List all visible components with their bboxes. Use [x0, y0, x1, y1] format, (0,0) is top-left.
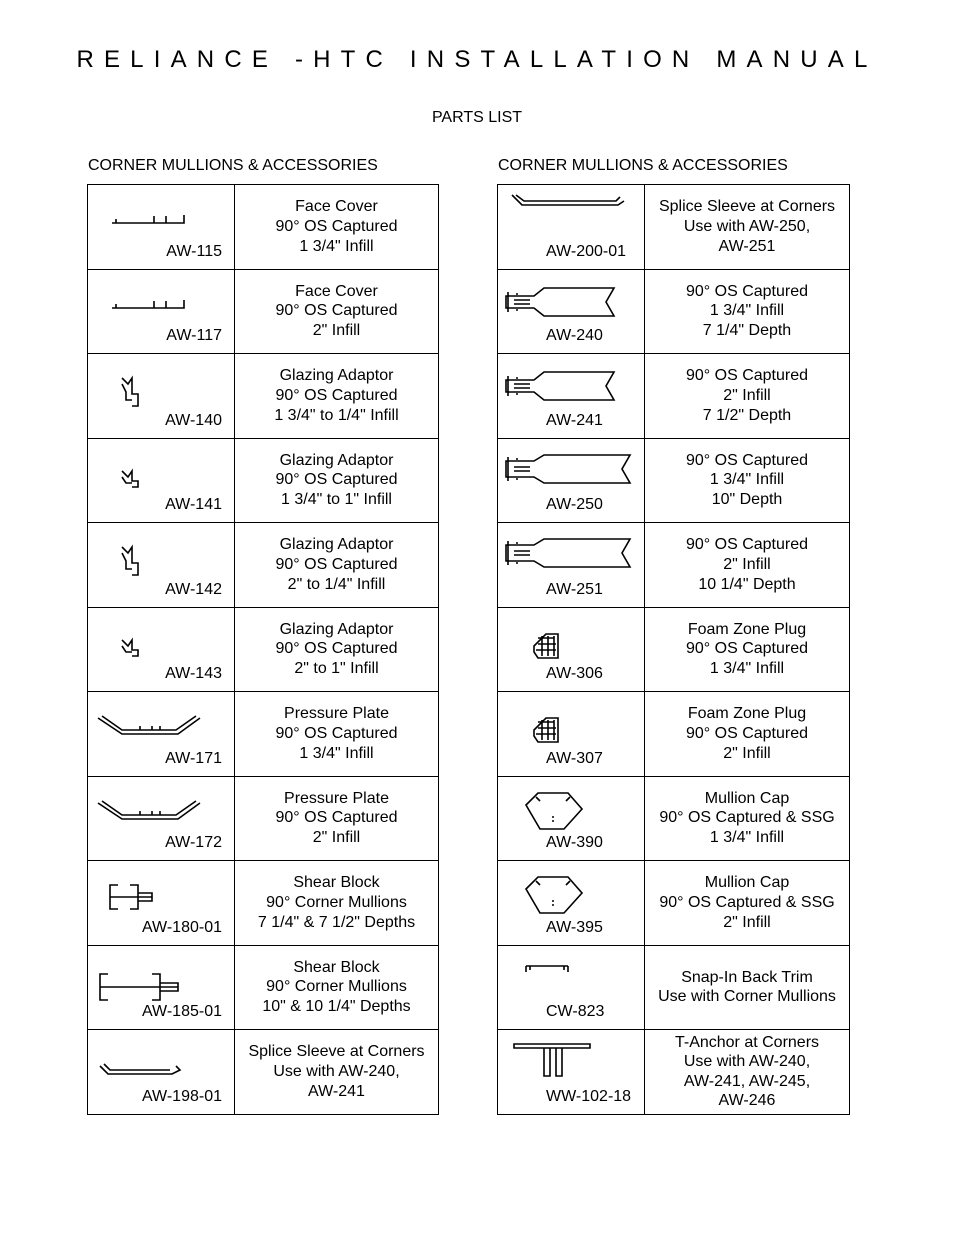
description-line: 2" Infill — [723, 744, 771, 762]
part-description — [235, 269, 439, 354]
face-cover-icon — [96, 195, 228, 245]
corner-mullion-deep-icon — [506, 533, 638, 583]
description-line: 1 3/4" Infill — [709, 302, 785, 320]
part-description — [645, 776, 850, 861]
part-number: AW-115 — [166, 242, 222, 260]
part-description — [235, 1030, 439, 1115]
part-drawing-cell — [88, 945, 235, 1030]
part-row — [498, 185, 850, 270]
right-parts-table — [497, 184, 850, 1115]
part-row — [498, 269, 850, 354]
part-drawing-cell — [498, 269, 645, 354]
t-anchor-icon — [506, 1040, 638, 1090]
splice-sleeve-short-icon — [96, 1040, 228, 1090]
part-row — [498, 607, 850, 692]
corner-mullion-deep-icon — [506, 449, 638, 499]
description-line: 7 1/4" Depth — [702, 322, 792, 340]
description-line: 1 3/4" Infill — [709, 471, 785, 489]
description-line: 1 3/4" to 1" Infill — [281, 491, 392, 509]
shear-block-large-icon — [96, 956, 228, 1006]
description-line: Splice Sleeve at Corners — [248, 1043, 425, 1061]
description-line: Shear Block — [293, 874, 380, 892]
part-number: AW-306 — [546, 665, 603, 682]
description-line: 2" to 1/4" Infill — [287, 575, 386, 593]
part-description — [645, 269, 850, 354]
part-drawing-cell — [88, 269, 235, 354]
description-line: 90° OS Captured — [275, 471, 398, 489]
part-description — [645, 1030, 850, 1115]
part-drawing-cell — [88, 1030, 235, 1115]
section-subtitle: PARTS LIST — [431, 109, 523, 126]
description-line: Use with Corner Mullions — [658, 988, 836, 1006]
part-drawing-cell — [498, 692, 645, 777]
description-line: AW-251 — [718, 237, 776, 255]
description-line: Splice Sleeve at Corners — [658, 198, 836, 216]
part-drawing-cell — [498, 776, 645, 861]
part-row — [498, 861, 850, 946]
mullion-cap-icon — [506, 871, 638, 921]
description-line: Face Cover — [295, 282, 378, 300]
mullion-cap-icon — [506, 787, 638, 837]
glazing-adaptor-tall-icon — [96, 364, 228, 414]
description-line: 2" Infill — [312, 829, 361, 847]
part-row — [88, 269, 439, 354]
description-line: Glazing Adaptor — [279, 367, 394, 385]
part-number: AW-180-01 — [141, 918, 222, 936]
glazing-adaptor-tall-icon — [96, 533, 228, 583]
description-line: 90° OS Captured — [685, 536, 809, 554]
description-line: Foam Zone Plug — [687, 705, 807, 723]
part-number: AW-241 — [546, 411, 603, 429]
description-line: 1 3/4" to 1/4" Infill — [274, 406, 399, 424]
part-description — [235, 692, 439, 777]
part-number: AW-171 — [165, 749, 222, 767]
part-description — [645, 861, 850, 946]
part-row — [88, 692, 439, 777]
description-line: 7 1/2" Depth — [702, 406, 792, 424]
description-line: Use with AW-240, — [273, 1062, 400, 1080]
part-row — [88, 776, 439, 861]
part-description — [235, 861, 439, 946]
part-drawing-cell — [498, 861, 645, 946]
description-line: 10" Depth — [711, 491, 783, 509]
splice-sleeve-long-icon — [506, 195, 638, 245]
part-drawing-cell — [88, 692, 235, 777]
part-row — [88, 1030, 439, 1115]
face-cover-icon — [96, 280, 228, 330]
description-line: Foam Zone Plug — [687, 620, 807, 638]
description-line: 2" Infill — [723, 386, 771, 404]
part-row — [88, 354, 439, 439]
part-row — [88, 185, 439, 270]
part-description — [645, 354, 850, 439]
part-description — [235, 776, 439, 861]
description-line: Pressure Plate — [284, 789, 389, 807]
description-line: Glazing Adaptor — [279, 620, 394, 638]
part-number: AW-395 — [546, 918, 603, 936]
part-description — [645, 185, 850, 270]
part-row — [498, 354, 850, 439]
part-description — [235, 523, 439, 608]
description-line: 90° OS Captured — [275, 724, 398, 742]
part-number: CW-823 — [546, 1003, 605, 1020]
description-line: 90° OS Captured — [685, 451, 809, 469]
part-number: AW-140 — [165, 411, 222, 429]
part-description — [235, 945, 439, 1030]
part-description — [645, 438, 850, 523]
description-line: 90° OS Captured — [275, 640, 398, 658]
part-number: AW-117 — [166, 327, 222, 344]
part-drawing-cell — [88, 185, 235, 270]
part-row — [498, 1030, 850, 1115]
part-number: AW-172 — [165, 834, 222, 851]
description-line: 1 3/4" Infill — [709, 660, 785, 678]
part-description — [235, 354, 439, 439]
part-row — [88, 945, 439, 1030]
description-line: Mullion Cap — [704, 789, 790, 807]
part-number: AW-251 — [546, 580, 603, 598]
left-column-heading: CORNER MULLIONS & ACCESSORIES — [88, 157, 378, 174]
part-drawing-cell — [88, 607, 235, 692]
pressure-plate-icon — [96, 702, 228, 752]
part-number: AW-307 — [546, 749, 603, 767]
left-parts-table — [87, 184, 439, 1115]
part-row — [498, 945, 850, 1030]
part-drawing-cell — [88, 523, 235, 608]
description-line: Snap-In Back Trim — [681, 968, 813, 986]
description-line: 90° OS Captured — [275, 809, 398, 827]
part-drawing-cell — [498, 1030, 645, 1115]
description-line: 2" Infill — [312, 322, 361, 340]
description-line: 2" Infill — [723, 913, 771, 931]
part-drawing-cell — [498, 354, 645, 439]
part-description — [235, 607, 439, 692]
part-drawing-cell — [498, 185, 645, 270]
description-line: Use with AW-250, — [683, 217, 811, 235]
description-line: T-Anchor at Corners — [674, 1033, 820, 1051]
part-drawing-cell — [498, 945, 645, 1030]
description-line: 90° OS Captured & SSG — [659, 809, 835, 827]
description-line: 90° OS Captured & SSG — [659, 893, 835, 911]
part-row — [498, 776, 850, 861]
description-line: 7 1/4" & 7 1/2" Depths — [257, 913, 416, 931]
description-line: Shear Block — [293, 958, 380, 976]
part-number: AW-185-01 — [141, 1003, 222, 1020]
part-number: WW-102-18 — [546, 1087, 632, 1105]
description-line: Use with AW-240, — [683, 1053, 811, 1071]
shear-block-small-icon — [96, 871, 228, 921]
glazing-adaptor-short-icon — [96, 618, 228, 668]
page-title: RELIANCE -HTC INSTALLATION MANUAL — [76, 46, 878, 73]
part-number: AW-142 — [165, 580, 222, 598]
description-line: 90° OS Captured — [685, 282, 809, 300]
right-column-heading: CORNER MULLIONS & ACCESSORIES — [498, 157, 788, 174]
description-line: 90° Corner Mullions — [266, 893, 407, 911]
snap-in-back-trim-icon — [506, 956, 638, 1006]
part-row — [498, 438, 850, 523]
part-drawing-cell — [88, 776, 235, 861]
foam-zone-plug-icon — [506, 618, 638, 668]
part-number: AW-198-01 — [141, 1087, 222, 1105]
pressure-plate-icon — [96, 787, 228, 837]
part-number: AW-200-01 — [546, 242, 627, 260]
description-line: 2" to 1" Infill — [294, 660, 379, 678]
description-line: 1 3/4" Infill — [299, 237, 374, 255]
part-row — [88, 607, 439, 692]
part-row — [88, 438, 439, 523]
part-row — [88, 861, 439, 946]
part-number: AW-250 — [546, 496, 603, 513]
description-line: AW-241 — [308, 1082, 365, 1100]
part-number: AW-390 — [546, 834, 603, 851]
description-line: AW-241, AW-245, — [683, 1072, 811, 1090]
part-description — [645, 692, 850, 777]
corner-mullion-icon — [506, 364, 638, 414]
description-line: 90° OS Captured — [275, 555, 398, 573]
description-line: 10 1/4" Depth — [698, 575, 796, 593]
part-row — [498, 692, 850, 777]
description-line: 90° OS Captured — [275, 217, 398, 235]
part-drawing-cell — [88, 861, 235, 946]
description-line: 90° Corner Mullions — [266, 978, 407, 996]
description-line: 90° OS Captured — [685, 724, 809, 742]
description-line: Pressure Plate — [284, 705, 389, 723]
part-number: AW-240 — [546, 327, 603, 344]
part-description — [235, 185, 439, 270]
description-line: 90° OS Captured — [275, 302, 398, 320]
foam-zone-plug-icon — [506, 702, 638, 752]
part-row — [88, 523, 439, 608]
part-row — [498, 523, 850, 608]
part-description — [645, 607, 850, 692]
description-line: AW-246 — [718, 1092, 776, 1110]
part-drawing-cell — [498, 607, 645, 692]
description-line: 10" & 10 1/4" Depths — [262, 998, 411, 1016]
part-drawing-cell — [88, 438, 235, 523]
part-drawing-cell — [88, 354, 235, 439]
part-description — [645, 945, 850, 1030]
corner-mullion-icon — [506, 280, 638, 330]
description-line: Mullion Cap — [704, 874, 790, 892]
description-line: Face Cover — [295, 198, 378, 216]
description-line: 90° OS Captured — [685, 367, 809, 385]
part-drawing-cell — [498, 438, 645, 523]
description-line: 1 3/4" Infill — [299, 744, 374, 762]
description-line: 2" Infill — [723, 555, 771, 573]
glazing-adaptor-short-icon — [96, 449, 228, 499]
part-number: AW-141 — [165, 496, 222, 513]
description-line: 90° OS Captured — [685, 640, 809, 658]
part-description — [645, 523, 850, 608]
description-line: Glazing Adaptor — [279, 536, 394, 554]
description-line: Glazing Adaptor — [279, 451, 394, 469]
description-line: 90° OS Captured — [275, 386, 398, 404]
part-number: AW-143 — [165, 665, 222, 682]
part-description — [235, 438, 439, 523]
description-line: 1 3/4" Infill — [709, 829, 785, 847]
part-drawing-cell — [498, 523, 645, 608]
